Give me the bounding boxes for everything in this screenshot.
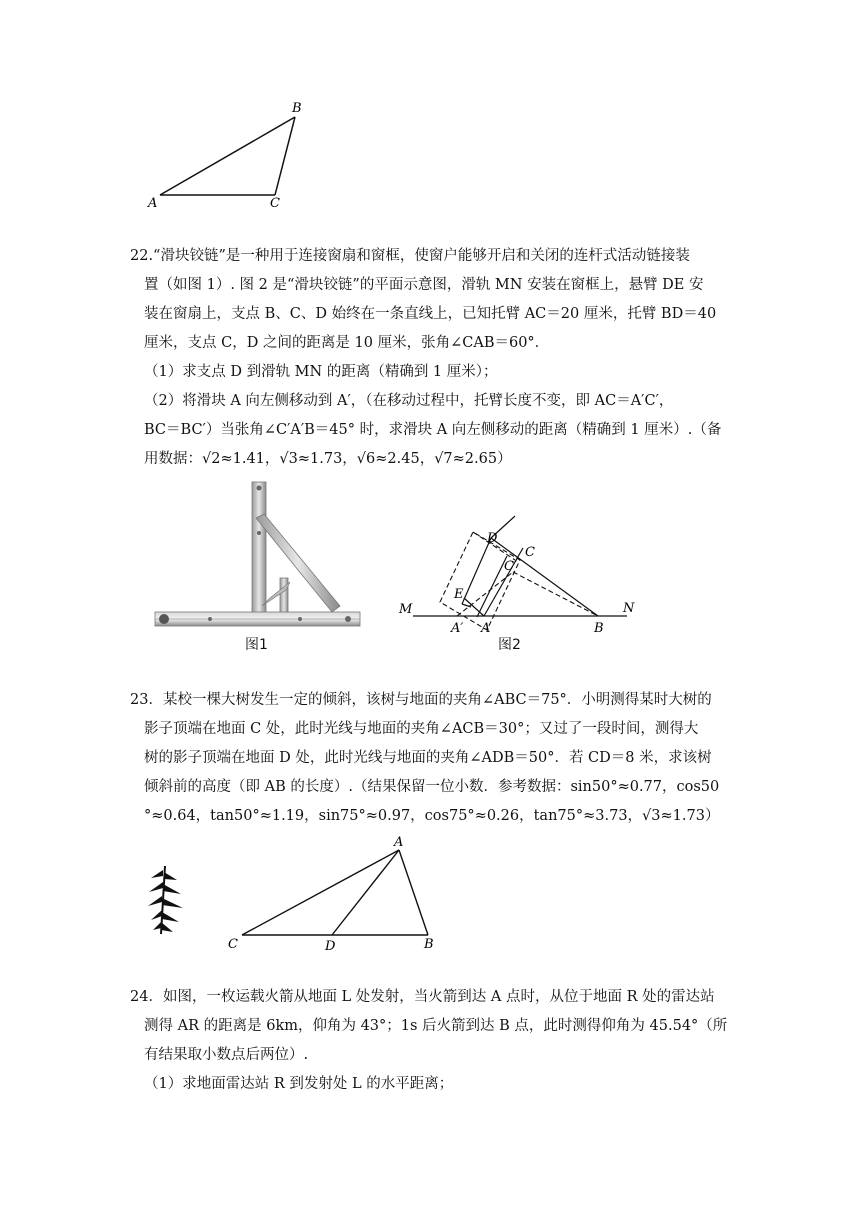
segment-ca [242, 850, 399, 935]
q23-line-4: 倾斜前的高度（即 AB 的长度）.（结果保留一位小数．参考数据：sin50°≈0.77，cos50 [144, 779, 720, 795]
q23-line-3: 树的影子顶端在地面 D 处，此时光线与地面的夹角∠ADB＝50°．若 CD＝8 米，求该树 [144, 750, 712, 766]
label-m: M [399, 602, 413, 617]
question-24 [130, 983, 742, 1099]
figure-triangle-abc [140, 95, 320, 215]
q22-line-7: BC＝BC′）当张角∠C′A′B＝45° 时，求滑块 A 向左侧移动的距离（精确到 1 厘米）.（备 [144, 422, 722, 438]
q23-line-2: 影子顶端在地面 C 处，此时光线与地面的夹角∠ACB＝30°；又过了一段时间，测得大 [144, 721, 699, 737]
figure-1-caption: 图1 [245, 637, 268, 653]
q23-line-1: 23．某校一棵大树发生一定的倾斜，该树与地面的夹角∠ABC＝75°．小明测得某时大树的 [130, 692, 712, 708]
q22-line-8: 用数据：√2≈1.41，√3≈1.73，√6≈2.45，√7≈2.65） [144, 451, 512, 467]
label-c-prime: C′ [504, 559, 517, 574]
q22-line-4: 厘米，支点 C，D 之间的距离是 10 厘米，张角∠CAB＝60°． [144, 335, 550, 351]
label-a: A [481, 621, 491, 636]
label-b: B [424, 937, 434, 952]
label-n: N [623, 601, 635, 616]
figure-2-schematic [395, 512, 645, 652]
segment-da [332, 850, 399, 935]
label-c: C [228, 937, 238, 952]
label-b: B [594, 621, 604, 636]
q22-line-1: 22.“滑块铰链”是一种用于连接窗扇和窗框，使窗户能够开启和关闭的连杆式活动链接装 [130, 248, 690, 264]
figure-triangle-acb [222, 832, 452, 957]
question-22 [130, 242, 742, 474]
q24-line-2: 测得 AR 的距离是 6km，仰角为 43°；1s 后火箭到达 B 点，此时测得仰角为 45.54°（所 [144, 1018, 728, 1034]
question-23 [130, 686, 742, 831]
q24-line-4: （1）求地面雷达站 R 到发射处 L 的水平距离； [144, 1076, 454, 1092]
tree-icon [145, 862, 190, 937]
q24-line-3: 有结果取小数点后两位）. [144, 1047, 309, 1063]
label-c: C [525, 545, 535, 560]
q22-line-5: （1）求支点 D 到滑轨 MN 的距离（精确到 1 厘米）； [144, 364, 498, 380]
label-c: C [270, 196, 280, 211]
label-b: B [292, 101, 302, 116]
q23-line-5: °≈0.64，tan50°≈1.19，sin75°≈0.97，cos75°≈0.26，tan75°≈3.73，√3≈1.73） [144, 808, 720, 824]
label-d: D [487, 531, 498, 546]
label-a: A [148, 196, 158, 211]
q22-line-2: 置（如图 1）. 图 2 是“滑块铰链”的平面示意图，滑轨 MN 安装在窗框上，悬臂 DE 安 [144, 277, 704, 293]
figure-1-hinge-photo [150, 478, 370, 638]
q22-line-6: （2）将滑块 A 向左侧移动到 A′，（在移动过程中，托臂长度不变，即 AC＝A′C′， [144, 393, 674, 409]
segment-ab [399, 850, 428, 935]
label-a-prime: A′ [451, 621, 464, 636]
q24-line-1: 24．如图，一枚运载火箭从地面 L 处发射，当火箭到达 A 点时，从位于地面 R 处的雷达站 [130, 989, 715, 1005]
label-e: E [454, 587, 464, 602]
figure-2-caption: 图2 [498, 637, 521, 653]
segment-ab [160, 117, 295, 195]
label-a: A [394, 835, 404, 850]
q22-line-3: 装在窗扇上，支点 B、C、D 始终在一条直线上，已知托臂 AC＝20 厘米，托臂 BD＝40 [144, 306, 717, 322]
segment-bc [275, 117, 295, 195]
label-d: D [325, 939, 336, 954]
